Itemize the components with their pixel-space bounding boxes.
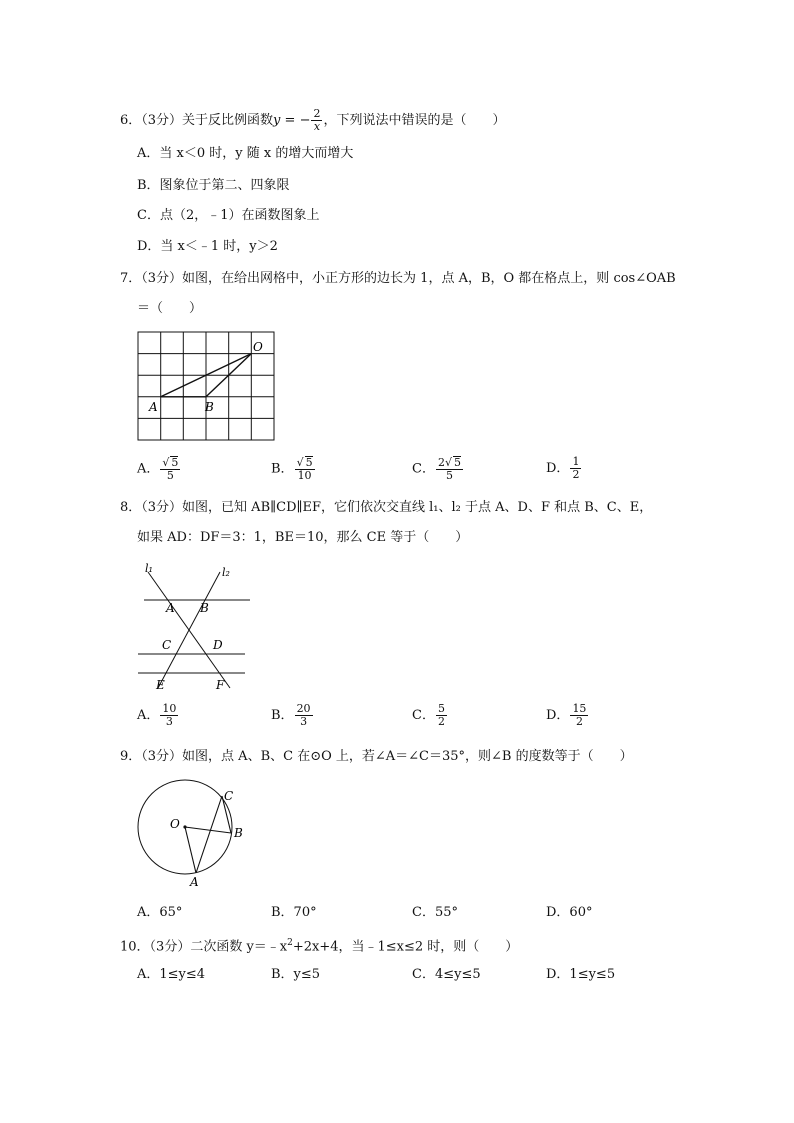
q10-stem-post: +2x+4，当﹣1≤x≤2 时，则（ ） — [292, 939, 519, 955]
q9-option-b[interactable]: B．70° — [271, 905, 317, 920]
q8-option-a-den: 3 — [165, 715, 173, 728]
q10-option-d[interactable]: D．1≤y≤5 — [546, 967, 616, 982]
q6-fraction — [311, 108, 322, 133]
q8-option-b-letter: B． — [271, 708, 294, 723]
q8-label-e: E — [156, 678, 165, 692]
q7-option-a-rad: 5 — [171, 456, 179, 469]
q7-option-c-coef: 2 — [437, 456, 445, 469]
q7-option-d-num: 1 — [572, 455, 580, 468]
q8-option-a[interactable] — [137, 703, 179, 728]
q9-label-b: B — [234, 826, 243, 840]
q8-label-f: F — [216, 678, 225, 692]
q7-option-b-den: 10 — [297, 469, 312, 482]
q7-option-b[interactable] — [271, 456, 316, 482]
q7-option-a-den: 5 — [166, 469, 174, 482]
q8-option-c-frac — [436, 703, 447, 728]
q8-line-l2 — [158, 572, 220, 688]
q7-option-a-frac: $\frac{√ 5}{5}$ — [162, 456, 179, 482]
q6-frac-num: 2 — [313, 107, 321, 120]
q10-option-a[interactable]: A．1≤y≤4 — [137, 967, 206, 982]
q8-label-c: C — [162, 638, 172, 652]
q6-option-b[interactable]: B．图象位于第二、四象限 — [137, 178, 290, 193]
q7-option-b-letter: B． — [271, 461, 294, 477]
q7-option-d[interactable] — [546, 456, 582, 481]
q8-stem-line1: 8．（3分）如图，已知 AB∥CD∥EF，它们依次交直线 l₁、l₂ 于点 A、D、F 和点 B、C、E， — [120, 500, 653, 515]
q9-segment-ac — [196, 796, 222, 873]
q8-option-b-den: 3 — [300, 715, 308, 728]
q8-label-b: B — [200, 601, 209, 615]
q10-exponent: 2 — [287, 938, 293, 948]
q10-stem-pre: 10．（3分）二次函数 y＝﹣x — [120, 939, 288, 955]
q9-stem: 9．（3分）如图，点 A、B、C 在⊙O 上，若∠A＝∠C＝35°，则∠B 的度数等于（ ） — [120, 749, 633, 764]
q7-label-b: B — [205, 400, 214, 414]
q8-option-c[interactable] — [412, 703, 448, 728]
q8-option-b[interactable] — [271, 703, 314, 728]
q9-option-a[interactable]: A．65° — [137, 905, 183, 920]
q7-option-a[interactable] — [137, 456, 181, 482]
q8-option-b-num: 20 — [296, 702, 311, 715]
q6-frac-den: x — [313, 120, 321, 133]
q8-stem-line2: 如果 AD：DF＝3：1，BE＝10，那么 CE 等于（ ） — [137, 530, 469, 545]
q8-option-a-num: 10 — [162, 702, 177, 715]
q7-option-d-letter: D． — [546, 461, 570, 476]
q6-stem-pre: 6．（3分）关于反比例函数 — [120, 113, 274, 128]
q6-stem-post: ，下列说法中错误的是（ ） — [323, 113, 506, 128]
q7-label-a: A — [149, 400, 158, 414]
q8-option-a-frac — [160, 703, 178, 728]
q9-label-a: A — [190, 875, 199, 889]
q6-option-c[interactable]: C．点（2，﹣1）在函数图象上 — [137, 208, 320, 223]
q8-label-l2: l₂ — [222, 566, 230, 579]
q7-option-d-frac — [570, 456, 581, 481]
q7-option-c-den: 5 — [445, 469, 453, 482]
q7-stem-line1: 7．（3分）如图，在给出网格中，小正方形的边长为 1，点 A，B，O 都在格点上，则 cos∠OAB — [120, 271, 676, 286]
q10-option-c[interactable]: C．4≤y≤5 — [412, 967, 481, 982]
q6-func-lhs: y — [273, 113, 281, 128]
q8-option-b-frac — [295, 703, 313, 728]
q6-option-d[interactable]: D．当 x＜﹣1 时，y＞2 — [137, 239, 278, 254]
q7-option-c-frac: $\frac{2√ 5}{5}$ — [437, 456, 461, 482]
q7-option-b-frac: $\frac{√ 5}{10}$ — [296, 456, 313, 482]
q10-option-b[interactable]: B．y≤5 — [271, 967, 321, 982]
q7-option-d-den: 2 — [572, 468, 580, 481]
q9-circle-figure — [130, 776, 255, 891]
q9-label-c: C — [224, 789, 234, 803]
q8-option-a-letter: A． — [137, 708, 160, 723]
q9-label-o: O — [170, 817, 180, 831]
q8-label-l1: l₁ — [145, 562, 153, 575]
q8-option-d-frac — [570, 703, 588, 728]
q9-option-d[interactable]: D．60° — [546, 905, 593, 920]
q6-stem — [120, 108, 505, 133]
q9-segment-ob — [185, 827, 231, 833]
q6-func-eq: = − — [280, 113, 311, 128]
q7-stem-line2: ＝（ ） — [137, 301, 203, 316]
q8-option-c-letter: C． — [412, 708, 435, 723]
q8-parallel-lines-figure — [134, 558, 256, 693]
q7-option-c[interactable] — [412, 456, 464, 482]
q7-option-a-letter: A． — [137, 461, 160, 477]
q8-label-d: D — [213, 638, 223, 652]
q8-option-d-letter: D． — [546, 708, 570, 723]
q8-option-d-num: 15 — [572, 702, 587, 715]
q8-label-a: A — [166, 601, 175, 615]
q10-stem — [120, 934, 518, 956]
q9-segment-oa — [185, 827, 196, 873]
q6-option-a[interactable]: A．当 x＜0 时，y 随 x 的增大而增大 — [137, 146, 354, 161]
q7-option-c-letter: C． — [412, 461, 435, 477]
q7-option-c-rad: 5 — [453, 456, 461, 469]
q7-grid-figure — [130, 325, 290, 445]
q7-option-b-rad: 5 — [305, 456, 313, 469]
q9-option-c[interactable]: C．55° — [412, 905, 458, 920]
q7-label-o: O — [253, 340, 263, 354]
q8-option-d[interactable] — [546, 703, 589, 728]
q8-option-c-den: 2 — [437, 715, 445, 728]
q8-option-c-num: 5 — [437, 702, 445, 715]
q8-option-d-den: 2 — [575, 715, 583, 728]
